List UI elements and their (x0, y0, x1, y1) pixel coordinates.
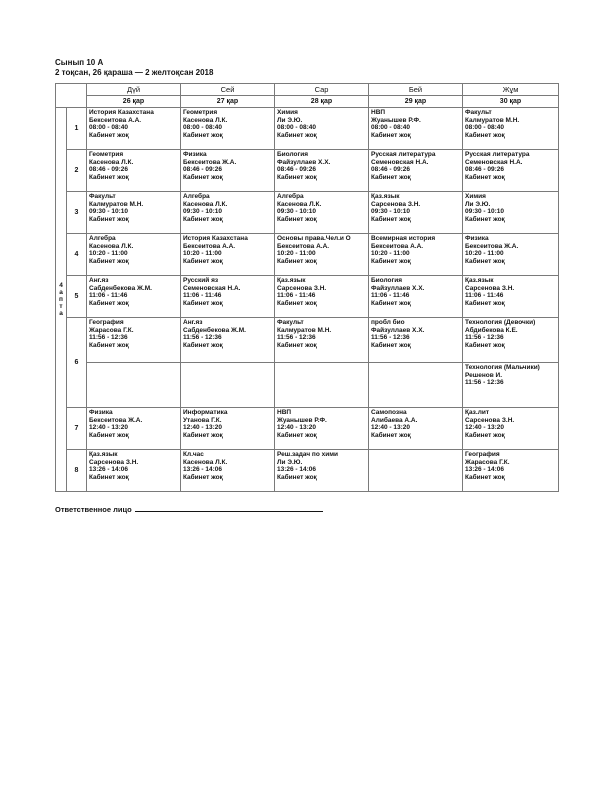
lesson-subject: Геометрия (183, 109, 218, 116)
lesson-room: Кабинет жоқ (371, 341, 411, 349)
period-number: 6 (67, 318, 87, 408)
lesson-time: 13:26 - 14:06 (277, 466, 317, 474)
lesson-subject: Химия (277, 109, 298, 116)
lesson-time: 11:56 - 12:36 (277, 334, 316, 342)
lesson-subject: Реш.задач по хими (277, 451, 339, 458)
lesson-teacher: Ли Э.Ю. (277, 458, 303, 466)
lesson-time: 12:40 - 13:20 (371, 424, 411, 432)
lesson-teacher: Сарсенова З.Н. (371, 200, 421, 208)
lesson-time: 11:56 - 12:36 (89, 334, 128, 342)
lesson-cell (275, 450, 369, 492)
lesson-cell (369, 318, 463, 363)
lesson-cell (463, 450, 559, 492)
lesson-teacher: Бексеитова А.А. (183, 242, 236, 250)
timetable-page (55, 58, 558, 514)
lesson-room: Кабинет жоқ (89, 131, 129, 139)
lesson-time: 12:40 - 13:20 (183, 424, 223, 432)
lesson-room: Кабинет жоқ (277, 299, 317, 307)
lesson-time: 08:46 - 09:26 (371, 166, 411, 174)
lesson-room: Кабинет жоқ (183, 299, 223, 307)
lesson-subject: Анг.яз (89, 277, 109, 284)
lesson-room: Кабинет жоқ (183, 257, 223, 265)
lesson-teacher: Семеновская Н.А. (371, 158, 429, 166)
lesson-subject: Основы права.Чел.и О (277, 235, 351, 242)
lesson-room: Кабинет жоқ (183, 473, 223, 481)
lesson-room: Кабинет жоқ (371, 131, 411, 139)
lesson-time: 08:00 - 08:40 (465, 124, 505, 132)
lesson-time: 10:20 - 11:00 (277, 250, 316, 258)
lesson-time: 09:30 - 10:10 (371, 208, 411, 216)
lesson-teacher: Калмуратов М.Н. (465, 116, 520, 124)
lesson-cell (181, 450, 275, 492)
period-number: 8 (67, 450, 87, 492)
lesson-subject: Русская литература (371, 151, 436, 158)
lesson-cell (369, 450, 463, 492)
lesson-room: Кабинет жоқ (89, 299, 129, 307)
lesson-cell (369, 192, 463, 234)
lesson-cell (369, 108, 463, 150)
lesson-subject: Анг.яз (183, 319, 203, 326)
lesson-teacher: Сарсенова З.Н. (465, 284, 515, 292)
lesson-time: 08:46 - 09:26 (183, 166, 223, 174)
lesson-cell (463, 192, 559, 234)
lesson-time: 08:00 - 08:40 (89, 124, 129, 132)
lesson-room: Кабинет жоқ (277, 431, 317, 439)
lesson-subject: Русский яз (183, 277, 219, 284)
lesson-cell (181, 363, 275, 408)
week-label (56, 108, 67, 492)
lesson-room: Кабинет жоқ (183, 431, 223, 439)
lesson-teacher: Калмуратов М.Н. (277, 326, 332, 334)
lesson-cell (87, 234, 181, 276)
lesson-subject: Алгебра (183, 193, 210, 200)
lesson-time: 12:40 - 13:20 (277, 424, 317, 432)
lesson-subject: Информатика (183, 409, 228, 416)
lesson-cell (463, 234, 559, 276)
lesson-teacher: Сарсенова З.Н. (277, 284, 327, 292)
lesson-subject: История Казахстана (183, 235, 248, 242)
lesson-subject: Технология (Девочки) (465, 319, 536, 326)
lesson-room: Кабинет жоқ (89, 215, 129, 223)
lesson-teacher: Бексеитова Ж.А. (89, 416, 143, 424)
lesson-room: Кабинет жоқ (89, 473, 129, 481)
date-header: 28 қар (275, 96, 369, 108)
lesson-room: Кабинет жоқ (277, 341, 317, 349)
lesson-time: 11:56 - 12:36 (465, 379, 504, 387)
period-number: 3 (67, 192, 87, 234)
day-header: Бей (369, 84, 463, 96)
lesson-time: 08:00 - 08:40 (277, 124, 317, 132)
lesson-teacher: Абдибекова К.Е. (465, 326, 518, 334)
lesson-time: 08:46 - 09:26 (277, 166, 317, 174)
lesson-room: Кабинет жоқ (465, 173, 505, 181)
lesson-teacher: Семеновская Н.А. (465, 158, 523, 166)
footer (55, 503, 558, 514)
lesson-time: 10:20 - 11:00 (89, 250, 128, 258)
lesson-teacher: Файзуллаев Х.Х. (277, 158, 331, 166)
lesson-subject: Всемирная история (371, 235, 436, 242)
period-number: 5 (67, 276, 87, 318)
lesson-teacher: Алибаева А.А. (371, 416, 418, 424)
lesson-time: 12:40 - 13:20 (89, 424, 129, 432)
lesson-teacher: Ли Э.Ю. (465, 200, 491, 208)
lesson-teacher: Касенова Л.К. (277, 200, 322, 208)
lesson-subject: Химия (465, 193, 486, 200)
lesson-subject: Алгебра (89, 235, 116, 242)
corner-cell (56, 84, 87, 108)
lesson-time: 10:20 - 11:00 (183, 250, 222, 258)
lesson-room: Кабинет жоқ (277, 257, 317, 265)
lesson-subject: Қаз.язык (465, 277, 494, 284)
lesson-cell (275, 108, 369, 150)
lesson-cell (181, 192, 275, 234)
lesson-subject: Физика (89, 409, 113, 416)
lesson-room: Кабинет жоқ (465, 299, 505, 307)
lesson-time: 11:06 - 11:46 (277, 292, 316, 300)
lesson-teacher: Бексеитова Ж.А. (465, 242, 519, 250)
lesson-teacher: Касенова Л.К. (183, 200, 228, 208)
lesson-room: Кабинет жоқ (465, 341, 505, 349)
lesson-cell (369, 408, 463, 450)
lesson-cell (275, 408, 369, 450)
lesson-subject: НВП (277, 409, 292, 416)
lesson-cell (275, 234, 369, 276)
lesson-teacher: Касенова Л.К. (183, 116, 228, 124)
lesson-cell (369, 150, 463, 192)
lesson-time: 12:40 - 13:20 (465, 424, 505, 432)
lesson-teacher: Решенов И. (465, 371, 502, 379)
lesson-teacher: Утанова Г.К. (183, 416, 222, 424)
lesson-subject: Алгебра (277, 193, 304, 200)
lesson-teacher: Бексеитова А.А. (277, 242, 330, 250)
lesson-teacher: Касенова Л.К. (183, 458, 228, 466)
footer-label: Ответственное лицо (55, 505, 132, 514)
lesson-cell (87, 450, 181, 492)
day-header: Сар (275, 84, 369, 96)
lesson-subject: Факульт (89, 193, 116, 200)
period-number: 2 (67, 150, 87, 192)
term-label: 2 тоқсан, 26 қараша — 2 желтоқсан 2018 (55, 68, 214, 77)
lesson-time: 10:20 - 11:00 (371, 250, 410, 258)
lesson-cell (369, 276, 463, 318)
lesson-time: 11:56 - 12:36 (183, 334, 222, 342)
lesson-time: 09:30 - 10:10 (465, 208, 505, 216)
lesson-subject: География (89, 319, 124, 326)
lesson-cell (181, 408, 275, 450)
week-label-char: а (59, 310, 63, 317)
date-header: 30 қар (463, 96, 559, 108)
lesson-room: Кабинет жоқ (371, 431, 411, 439)
lesson-room: Кабинет жоқ (183, 173, 223, 181)
lesson-subject: Қаз.язык (371, 193, 400, 200)
lesson-cell (87, 363, 181, 408)
day-header: Сей (181, 84, 275, 96)
day-header: Дүй (87, 84, 181, 96)
week-label-char: п (59, 296, 63, 303)
week-label-char: 4 (59, 282, 63, 289)
lesson-time: 08:00 - 08:40 (183, 124, 223, 132)
lesson-room: Кабинет жоқ (89, 341, 129, 349)
lesson-room: Кабинет жоқ (183, 341, 223, 349)
date-header: 29 қар (369, 96, 463, 108)
lesson-subject: Факульт (277, 319, 304, 326)
lesson-subject: Қаз.язык (89, 451, 118, 458)
lesson-teacher: Бексеитова А.А. (371, 242, 424, 250)
lesson-time: 11:06 - 11:46 (183, 292, 222, 300)
lesson-subject: Русская литература (465, 151, 530, 158)
lesson-subject: Қаз.лит (465, 409, 490, 416)
lesson-teacher: Файзуллаев Х.Х. (371, 326, 425, 334)
lesson-subject: История Казахстана (89, 109, 154, 116)
period-number: 1 (67, 108, 87, 150)
lesson-cell (463, 318, 559, 363)
signature-line (135, 503, 323, 512)
lesson-subject: Геометрия (89, 151, 124, 158)
lesson-cell (275, 363, 369, 408)
lesson-cell (463, 108, 559, 150)
lesson-time: 11:06 - 11:46 (89, 292, 128, 300)
lesson-subject: Факульт (465, 109, 492, 116)
lesson-time: 13:26 - 14:06 (465, 466, 505, 474)
lesson-room: Кабинет жоқ (465, 473, 505, 481)
lesson-subject: Биология (277, 151, 308, 158)
lesson-subject: Биология (371, 277, 402, 284)
lesson-room: Кабинет жоқ (465, 215, 505, 223)
lesson-cell (181, 108, 275, 150)
lesson-room: Кабинет жоқ (277, 473, 317, 481)
lesson-room: Кабинет жоқ (371, 257, 411, 265)
lesson-cell (275, 318, 369, 363)
lesson-teacher: Сарсенова З.Н. (465, 416, 515, 424)
lesson-cell (463, 150, 559, 192)
lesson-cell (463, 363, 559, 408)
lesson-subject: Технология (Мальчики) (465, 364, 540, 371)
lesson-time: 08:46 - 09:26 (89, 166, 129, 174)
lesson-teacher: Семеновская Н.А. (183, 284, 241, 292)
lesson-cell (275, 276, 369, 318)
lesson-subject: Кл.час (183, 451, 204, 458)
lesson-cell (275, 192, 369, 234)
lesson-subject: География (465, 451, 500, 458)
timetable (55, 83, 559, 492)
page-title: Сынып 10 А (55, 58, 104, 67)
lesson-cell (369, 363, 463, 408)
lesson-time: 11:06 - 11:46 (465, 292, 504, 300)
lesson-time: 10:20 - 11:00 (465, 250, 504, 258)
lesson-room: Кабинет жоқ (183, 215, 223, 223)
lesson-time: 09:30 - 10:10 (183, 208, 223, 216)
date-header: 27 қар (181, 96, 275, 108)
lesson-subject: НВП (371, 109, 386, 116)
lesson-cell (181, 150, 275, 192)
week-label-char: т (59, 303, 63, 310)
lesson-subject: Физика (465, 235, 489, 242)
lesson-subject: Қаз.язык (277, 277, 306, 284)
lesson-room: Кабинет жоқ (277, 131, 317, 139)
lesson-subject: пробл био (371, 319, 405, 326)
lesson-cell (181, 276, 275, 318)
lesson-cell (87, 318, 181, 363)
lesson-teacher: Файзуллаев Х.Х. (371, 284, 425, 292)
lesson-room: Кабинет жоқ (89, 173, 129, 181)
lesson-teacher: Бексеитова А.А. (89, 116, 142, 124)
lesson-teacher: Сарсенова З.Н. (89, 458, 139, 466)
day-header: Жұм (463, 84, 559, 96)
lesson-room: Кабинет жоқ (277, 173, 317, 181)
lesson-cell (369, 234, 463, 276)
lesson-cell (87, 150, 181, 192)
lesson-time: 09:30 - 10:10 (277, 208, 317, 216)
lesson-time: 13:26 - 14:06 (89, 466, 129, 474)
lesson-time: 11:56 - 12:36 (371, 334, 410, 342)
lesson-teacher: Жуанышев Р.Ф. (371, 116, 421, 124)
lesson-cell (463, 408, 559, 450)
lesson-cell (87, 276, 181, 318)
lesson-time: 08:00 - 08:40 (371, 124, 411, 132)
lesson-room: Кабинет жоқ (371, 173, 411, 181)
lesson-teacher: Жарасова Г.К. (89, 326, 134, 334)
lesson-time: 11:56 - 12:36 (465, 334, 504, 342)
lesson-room: Кабинет жоқ (465, 431, 505, 439)
lesson-subject: Самопозна (371, 409, 407, 416)
lesson-cell (87, 108, 181, 150)
lesson-room: Кабинет жоқ (371, 215, 411, 223)
lesson-teacher: Жарасова Г.К. (465, 458, 510, 466)
lesson-teacher: Жуанышев Р.Ф. (277, 416, 327, 424)
lesson-cell (87, 408, 181, 450)
lesson-time: 09:30 - 10:10 (89, 208, 129, 216)
lesson-room: Кабинет жоқ (465, 131, 505, 139)
lesson-teacher: Калмуратов М.Н. (89, 200, 144, 208)
lesson-room: Кабинет жоқ (465, 257, 505, 265)
lesson-cell (463, 276, 559, 318)
lesson-cell (181, 318, 275, 363)
period-number: 4 (67, 234, 87, 276)
date-header: 26 қар (87, 96, 181, 108)
week-label-char: а (59, 289, 63, 296)
lesson-room: Кабинет жоқ (89, 431, 129, 439)
lesson-teacher: Касенова Л.К. (89, 158, 134, 166)
lesson-teacher: Бексеитова Ж.А. (183, 158, 237, 166)
lesson-cell (87, 192, 181, 234)
lesson-teacher: Ли Э.Ю. (277, 116, 303, 124)
lesson-time: 08:46 - 09:26 (465, 166, 505, 174)
lesson-cell (275, 150, 369, 192)
lesson-teacher: Сабденбекова Ж.М. (89, 284, 152, 292)
lesson-room: Кабинет жоқ (277, 215, 317, 223)
period-number: 7 (67, 408, 87, 450)
lesson-room: Кабинет жоқ (371, 299, 411, 307)
lesson-teacher: Касенова Л.К. (89, 242, 134, 250)
lesson-room: Кабинет жоқ (89, 257, 129, 265)
lesson-time: 13:26 - 14:06 (183, 466, 223, 474)
lesson-subject: Физика (183, 151, 207, 158)
lesson-room: Кабинет жоқ (183, 131, 223, 139)
lesson-cell (181, 234, 275, 276)
lesson-teacher: Сабденбекова Ж.М. (183, 326, 246, 334)
lesson-time: 11:06 - 11:46 (371, 292, 410, 300)
